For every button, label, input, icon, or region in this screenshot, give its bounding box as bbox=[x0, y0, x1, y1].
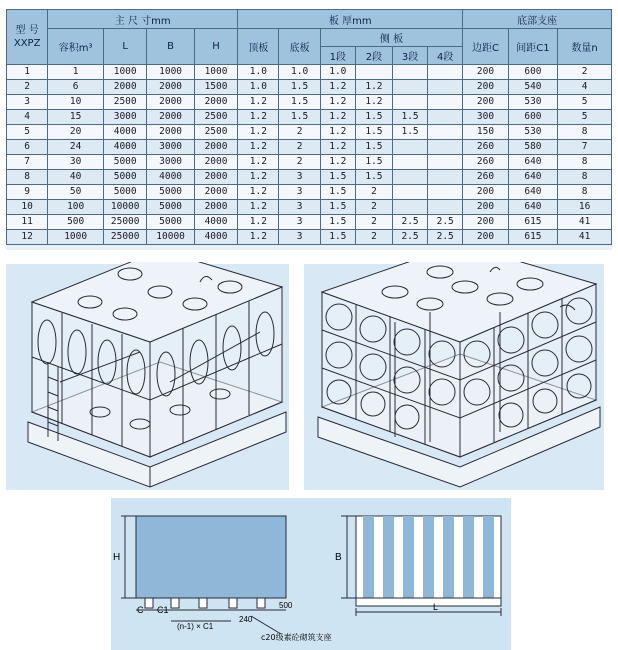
table-cell: 1.2 bbox=[355, 95, 392, 110]
table-cell: 1.2 bbox=[320, 95, 355, 110]
table-cell: 615 bbox=[508, 230, 558, 245]
table-row bbox=[7, 125, 612, 140]
table-cell: 1.2 bbox=[238, 200, 279, 215]
table-cell bbox=[393, 95, 428, 110]
table-cell bbox=[428, 155, 463, 170]
table-row bbox=[7, 215, 612, 230]
header-seg2: 2段 bbox=[355, 47, 392, 65]
label-C1: C1 bbox=[157, 605, 169, 615]
table-cell bbox=[393, 155, 428, 170]
table-cell: 2 bbox=[7, 80, 48, 95]
header-plate-thickness: 板 厚mm bbox=[238, 10, 463, 29]
front-tank-body bbox=[136, 516, 286, 598]
table-cell: 1.0 bbox=[238, 80, 279, 95]
table-cell: 4000 bbox=[104, 140, 147, 155]
table-cell: 8 bbox=[558, 125, 612, 140]
label-500: 500 bbox=[279, 601, 293, 610]
table-cell bbox=[393, 65, 428, 80]
table-cell: 1.2 bbox=[238, 125, 279, 140]
table-cell: 2 bbox=[279, 125, 320, 140]
table-row bbox=[7, 185, 612, 200]
table-cell: 10000 bbox=[147, 230, 194, 245]
table-cell: 530 bbox=[508, 95, 558, 110]
table-cell: 1.5 bbox=[279, 80, 320, 95]
table-cell: 2 bbox=[355, 200, 392, 215]
table-cell: 2000 bbox=[104, 80, 147, 95]
table-cell: 3 bbox=[279, 200, 320, 215]
table-cell: 5 bbox=[7, 125, 48, 140]
table-cell: 4 bbox=[558, 80, 612, 95]
table-cell: 1.5 bbox=[320, 185, 355, 200]
table-cell: 2 bbox=[355, 185, 392, 200]
table-cell bbox=[428, 125, 463, 140]
table-cell: 2000 bbox=[147, 110, 194, 125]
table-cell: 5000 bbox=[104, 170, 147, 185]
label-H: H bbox=[113, 552, 121, 563]
table-cell: 1.5 bbox=[393, 125, 428, 140]
table-cell: 8 bbox=[558, 185, 612, 200]
table-cell: 640 bbox=[508, 155, 558, 170]
table-cell: 1.2 bbox=[238, 230, 279, 245]
table-cell bbox=[428, 95, 463, 110]
table-cell: 4000 bbox=[147, 170, 194, 185]
table-row bbox=[7, 200, 612, 215]
table-row bbox=[7, 140, 612, 155]
header-L: L bbox=[104, 29, 147, 65]
table-cell: 15 bbox=[48, 110, 104, 125]
table-cell: 1.2 bbox=[320, 155, 355, 170]
table-cell: 260 bbox=[463, 140, 508, 155]
spec-table-body bbox=[7, 65, 612, 245]
table-cell bbox=[428, 170, 463, 185]
table-cell: 1.2 bbox=[320, 140, 355, 155]
table-cell: 3000 bbox=[104, 110, 147, 125]
table-cell: 20 bbox=[48, 125, 104, 140]
label-n1c1: (n-1) × C1 bbox=[177, 622, 214, 631]
table-row bbox=[7, 230, 612, 245]
side-elevation bbox=[335, 516, 501, 616]
label-B: B bbox=[335, 552, 342, 563]
table-cell: 1000 bbox=[48, 230, 104, 245]
table-cell: 1.2 bbox=[238, 185, 279, 200]
table-cell: 500 bbox=[48, 215, 104, 230]
table-cell: 1.5 bbox=[393, 110, 428, 125]
table-cell: 2 bbox=[279, 140, 320, 155]
table-cell: 2000 bbox=[194, 185, 237, 200]
table-cell: 600 bbox=[508, 110, 558, 125]
table-cell: 2000 bbox=[147, 80, 194, 95]
table-cell bbox=[428, 200, 463, 215]
table-cell: 3 bbox=[7, 95, 48, 110]
table-cell: 1.2 bbox=[238, 95, 279, 110]
table-cell: 11 bbox=[7, 215, 48, 230]
table-cell: 4 bbox=[7, 110, 48, 125]
table-cell: 200 bbox=[463, 95, 508, 110]
table-cell: 1000 bbox=[147, 65, 194, 80]
table-cell bbox=[393, 185, 428, 200]
table-cell: 615 bbox=[508, 215, 558, 230]
table-cell: 41 bbox=[558, 215, 612, 230]
table-cell: 1.2 bbox=[238, 110, 279, 125]
table-cell: 2000 bbox=[147, 125, 194, 140]
table-cell: 2000 bbox=[147, 95, 194, 110]
table-cell: 1.5 bbox=[320, 200, 355, 215]
table-cell: 200 bbox=[463, 185, 508, 200]
table-cell: 8 bbox=[558, 155, 612, 170]
table-cell: 7 bbox=[558, 140, 612, 155]
table-cell: 1 bbox=[48, 65, 104, 80]
table-cell: 200 bbox=[463, 65, 508, 80]
table-cell: 1.2 bbox=[320, 125, 355, 140]
table-cell: 5000 bbox=[104, 185, 147, 200]
table-cell: 1500 bbox=[194, 80, 237, 95]
header-spacing: 间距C1 bbox=[508, 29, 558, 65]
table-cell: 1.2 bbox=[355, 80, 392, 95]
table-cell: 640 bbox=[508, 185, 558, 200]
table-cell: 40 bbox=[48, 170, 104, 185]
header-bottom-plate: 底板 bbox=[279, 29, 320, 65]
label-L: L bbox=[433, 602, 439, 612]
table-cell: 640 bbox=[508, 170, 558, 185]
table-cell: 4000 bbox=[194, 230, 237, 245]
table-cell: 1.2 bbox=[238, 155, 279, 170]
table-cell: 1.2 bbox=[320, 110, 355, 125]
table-cell: 3 bbox=[279, 170, 320, 185]
table-cell: 1.2 bbox=[320, 80, 355, 95]
table-cell: 1.0 bbox=[279, 65, 320, 80]
table-cell: 1000 bbox=[194, 65, 237, 80]
table-row bbox=[7, 95, 612, 110]
table-cell: 10000 bbox=[104, 200, 147, 215]
table-cell: 2000 bbox=[194, 170, 237, 185]
table-cell: 2 bbox=[355, 215, 392, 230]
table-cell: 1000 bbox=[104, 65, 147, 80]
table-cell: 2 bbox=[558, 65, 612, 80]
table-cell: 1.5 bbox=[320, 170, 355, 185]
table-cell bbox=[428, 65, 463, 80]
table-row bbox=[7, 65, 612, 80]
header-main-dimensions: 主 尺 寸mm bbox=[48, 10, 238, 29]
table-cell: 16 bbox=[558, 200, 612, 215]
front-elevation bbox=[113, 516, 332, 642]
table-cell: 50 bbox=[48, 185, 104, 200]
table-cell: 5000 bbox=[104, 155, 147, 170]
table-cell: 600 bbox=[508, 65, 558, 80]
table-cell: 2500 bbox=[104, 95, 147, 110]
spec-table bbox=[6, 9, 612, 245]
table-cell: 1.5 bbox=[279, 95, 320, 110]
table-cell: 2000 bbox=[194, 95, 237, 110]
header-H: H bbox=[194, 29, 237, 65]
header-seg3: 3段 bbox=[393, 47, 428, 65]
header-side-plate: 侧 板 bbox=[320, 29, 463, 47]
table-cell: 1.5 bbox=[355, 140, 392, 155]
table-cell: 260 bbox=[463, 170, 508, 185]
table-cell: 1.5 bbox=[355, 155, 392, 170]
spec-table-container bbox=[6, 9, 612, 250]
table-cell: 4000 bbox=[194, 215, 237, 230]
table-cell: 2000 bbox=[194, 200, 237, 215]
table-cell bbox=[428, 140, 463, 155]
table-cell: 9 bbox=[7, 185, 48, 200]
table-cell: 2.5 bbox=[428, 230, 463, 245]
foundation-note: c20级素砼砌筑支座 bbox=[261, 633, 332, 642]
table-cell: 7 bbox=[7, 155, 48, 170]
table-cell: 1.5 bbox=[355, 110, 392, 125]
table-cell bbox=[393, 200, 428, 215]
table-cell: 2000 bbox=[194, 140, 237, 155]
header-top-plate: 顶板 bbox=[238, 29, 279, 65]
table-cell: 3000 bbox=[147, 155, 194, 170]
table-cell: 200 bbox=[463, 230, 508, 245]
table-cell: 6 bbox=[7, 140, 48, 155]
table-cell: 540 bbox=[508, 80, 558, 95]
label-240: 240 bbox=[239, 615, 253, 624]
table-cell: 1.5 bbox=[320, 230, 355, 245]
table-row bbox=[7, 80, 612, 95]
table-cell: 5000 bbox=[147, 185, 194, 200]
table-cell: 3 bbox=[279, 185, 320, 200]
header-volume: 容积m³ bbox=[48, 29, 104, 65]
table-cell: 2500 bbox=[194, 125, 237, 140]
table-cell: 200 bbox=[463, 215, 508, 230]
table-cell: 1.2 bbox=[238, 140, 279, 155]
header-seg1: 1段 bbox=[320, 47, 355, 65]
table-cell: 24 bbox=[48, 140, 104, 155]
table-cell: 2 bbox=[355, 230, 392, 245]
table-cell: 300 bbox=[463, 110, 508, 125]
label-C: C bbox=[137, 605, 144, 615]
header-count: 数量n bbox=[558, 29, 612, 65]
table-cell: 12 bbox=[7, 230, 48, 245]
table-cell: 3 bbox=[279, 215, 320, 230]
table-row bbox=[7, 110, 612, 125]
header-model: 型 号 XXPZ bbox=[7, 10, 48, 65]
table-cell: 2.5 bbox=[393, 230, 428, 245]
table-cell: 2.5 bbox=[428, 215, 463, 230]
header-B: B bbox=[147, 29, 194, 65]
table-cell: 2000 bbox=[194, 155, 237, 170]
table-cell: 4000 bbox=[104, 125, 147, 140]
table-cell: 25000 bbox=[104, 230, 147, 245]
table-cell: 1.2 bbox=[238, 215, 279, 230]
table-cell: 3 bbox=[279, 230, 320, 245]
table-cell: 100 bbox=[48, 200, 104, 215]
table-cell bbox=[393, 80, 428, 95]
table-cell: 3000 bbox=[147, 140, 194, 155]
table-cell: 1.5 bbox=[320, 215, 355, 230]
table-cell: 1 bbox=[7, 65, 48, 80]
table-cell: 200 bbox=[463, 200, 508, 215]
table-cell: 25000 bbox=[104, 215, 147, 230]
table-cell: 5 bbox=[558, 110, 612, 125]
table-cell: 1.5 bbox=[279, 110, 320, 125]
table-cell: 30 bbox=[48, 155, 104, 170]
table-row bbox=[7, 170, 612, 185]
table-cell: 8 bbox=[558, 170, 612, 185]
table-cell bbox=[393, 170, 428, 185]
table-cell bbox=[428, 80, 463, 95]
table-cell: 5000 bbox=[147, 200, 194, 215]
table-cell: 6 bbox=[48, 80, 104, 95]
table-cell: 10 bbox=[48, 95, 104, 110]
table-cell: 200 bbox=[463, 80, 508, 95]
table-cell: 1.5 bbox=[355, 170, 392, 185]
table-cell: 640 bbox=[508, 200, 558, 215]
table-cell: 1.5 bbox=[355, 125, 392, 140]
table-cell: 8 bbox=[7, 170, 48, 185]
dimension-drawings bbox=[111, 498, 511, 650]
table-cell: 2.5 bbox=[393, 215, 428, 230]
table-cell: 5 bbox=[558, 95, 612, 110]
header-seg4: 4段 bbox=[428, 47, 463, 65]
table-cell: 41 bbox=[558, 230, 612, 245]
table-cell bbox=[428, 110, 463, 125]
table-cell: 580 bbox=[508, 140, 558, 155]
table-cell: 2 bbox=[279, 155, 320, 170]
table-cell bbox=[355, 65, 392, 80]
table-cell: 260 bbox=[463, 155, 508, 170]
table-cell bbox=[428, 185, 463, 200]
table-cell: 530 bbox=[508, 125, 558, 140]
table-cell: 1.0 bbox=[238, 65, 279, 80]
table-cell: 1.0 bbox=[320, 65, 355, 80]
table-cell: 1.2 bbox=[238, 170, 279, 185]
isometric-drawings bbox=[0, 262, 618, 494]
header-bottom-support: 底部支座 bbox=[463, 10, 612, 29]
table-cell bbox=[393, 140, 428, 155]
table-row bbox=[7, 155, 612, 170]
table-cell: 2500 bbox=[194, 110, 237, 125]
table-cell: 150 bbox=[463, 125, 508, 140]
table-cell: 10 bbox=[7, 200, 48, 215]
table-cell: 5000 bbox=[147, 215, 194, 230]
header-edge-distance: 边距C bbox=[463, 29, 508, 65]
